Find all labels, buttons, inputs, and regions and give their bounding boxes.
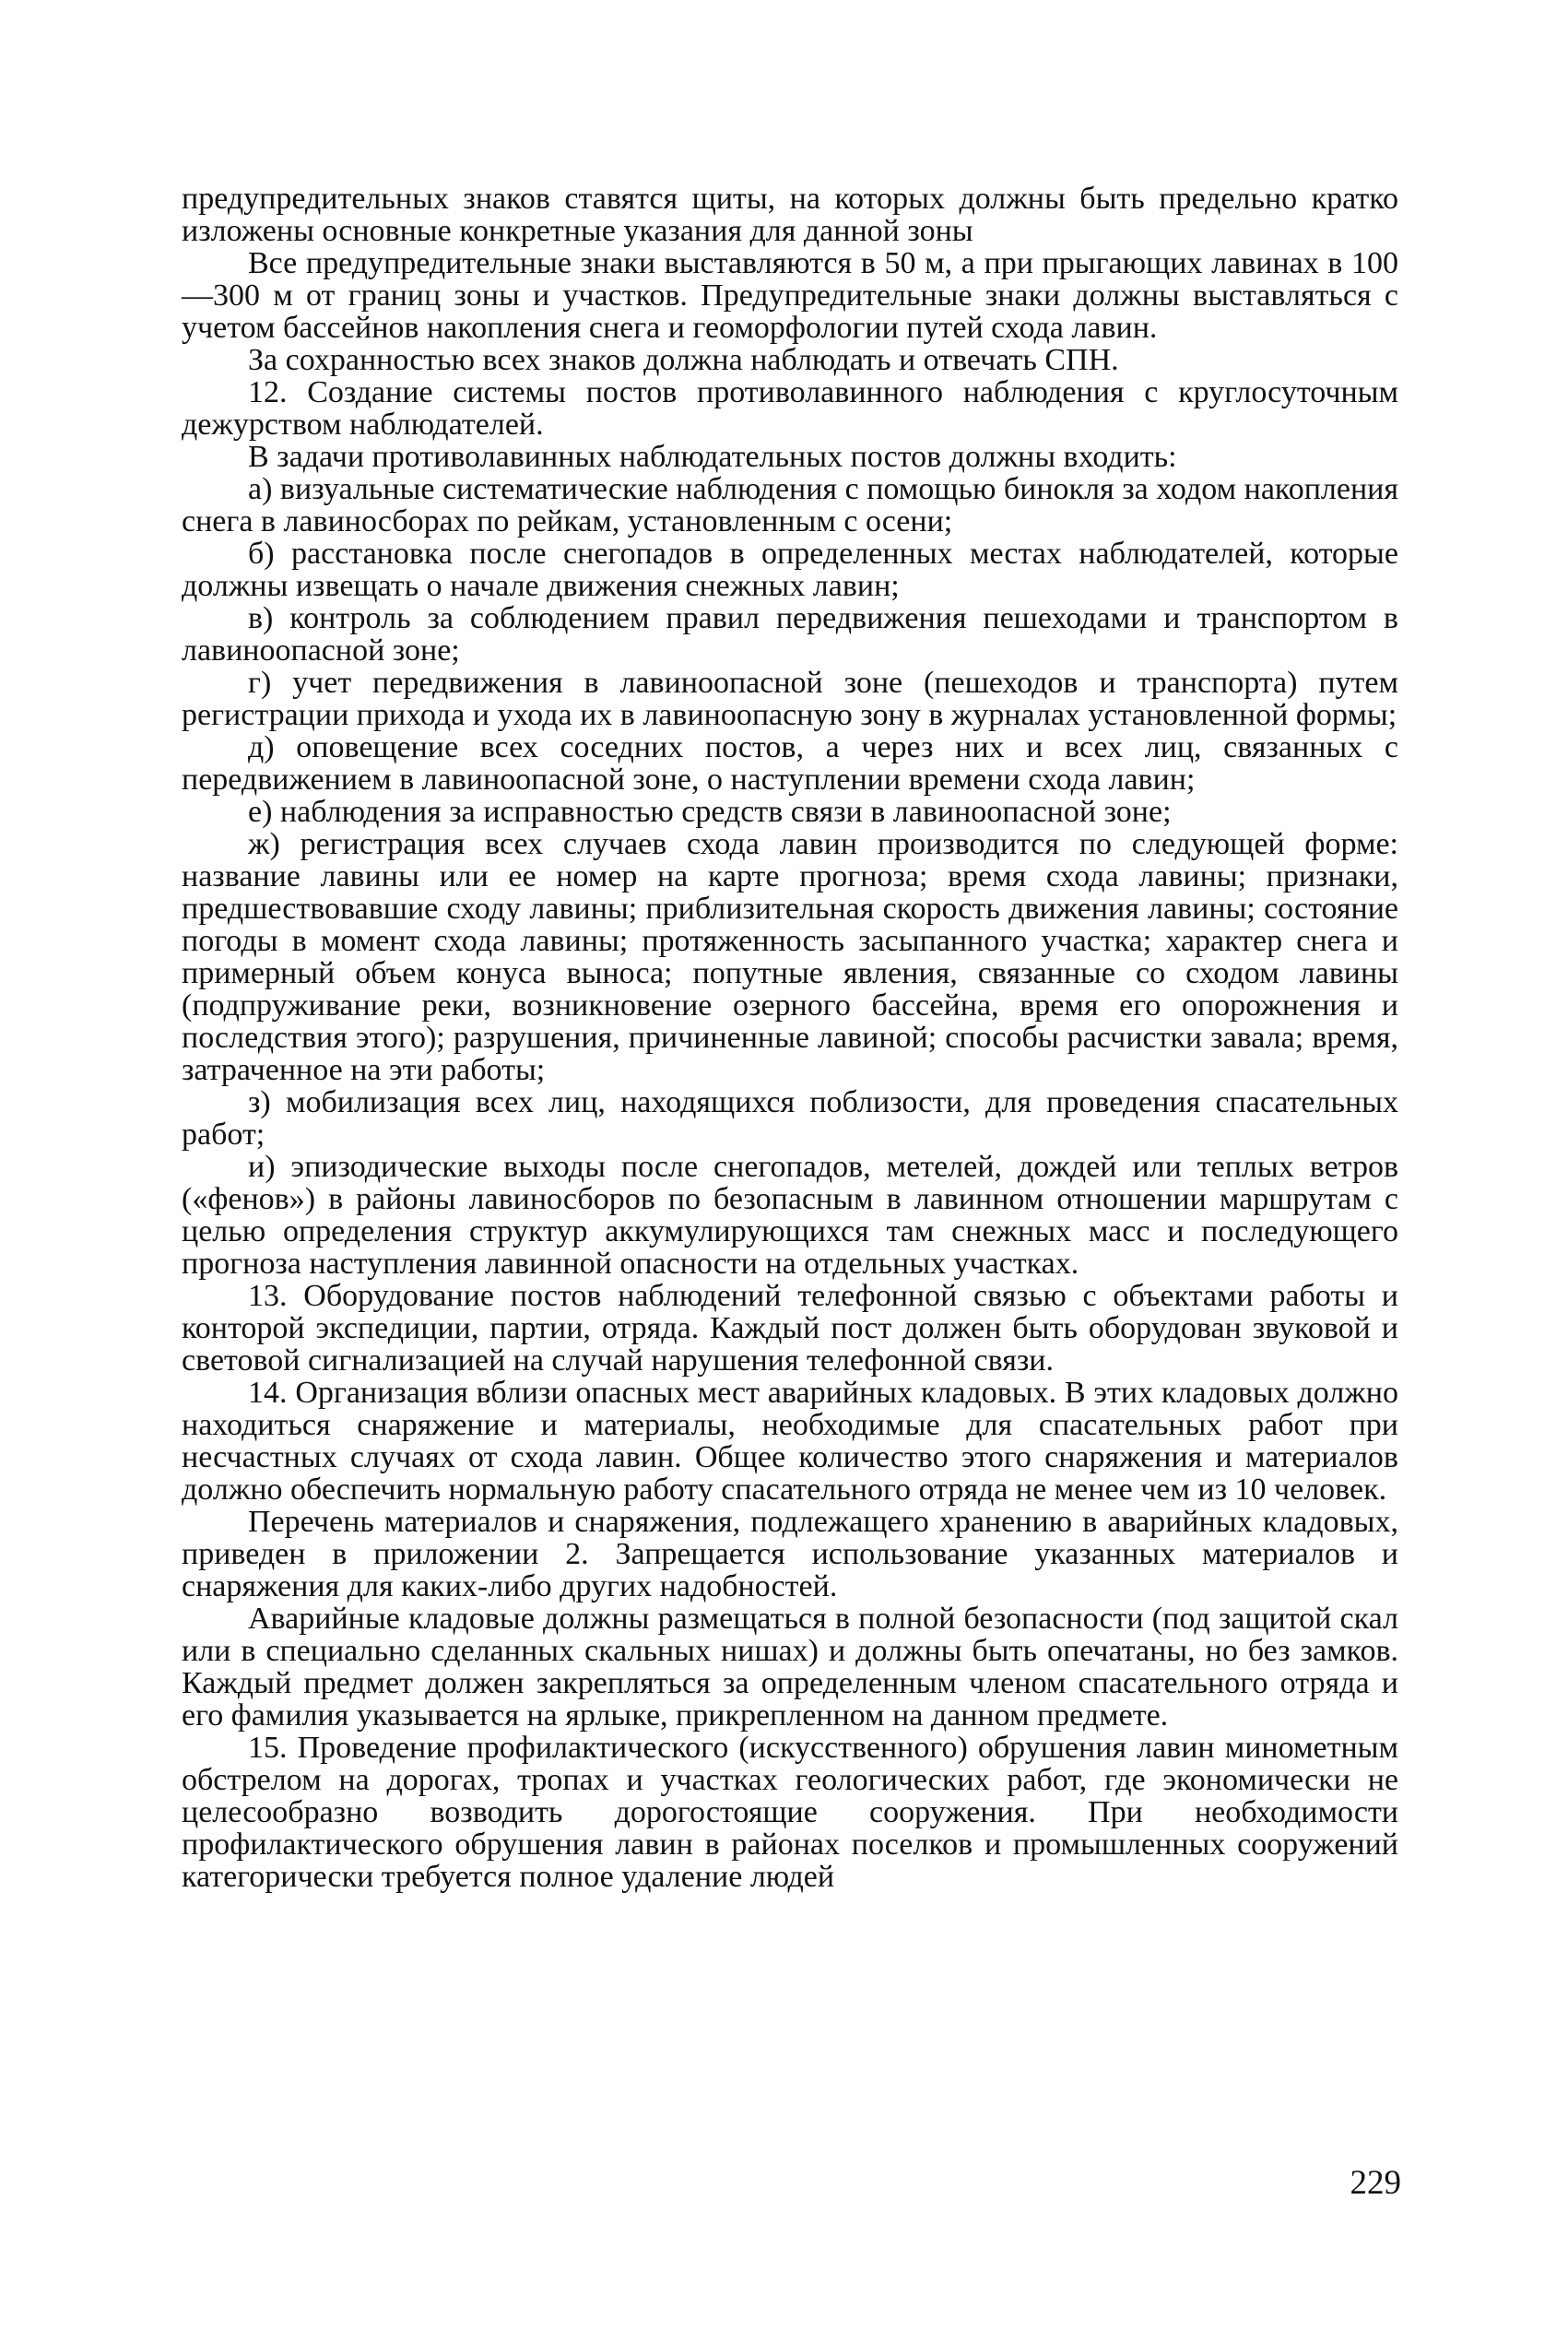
list-item-e: е) наблюдения за исправностью средств связи в лавиноопасной зоне; <box>248 795 1172 829</box>
page-body <box>182 183 1398 1893</box>
section-14-paragraph: 14. Организация вблизи опасных мест аварийных кладовых. В этих кладовых должно находиться снаряжение и материалы, необходимые для спасательных работ при несчастных случаях от схода лавин. Общее количество этого снаряжения и материалов должно обеспечить нормальную работу спасательного отряда не менее чем из 10 человек. <box>182 1376 1398 1507</box>
section-12-paragraph: 12. Создание системы постов противолавинного наблюдения с круглосуточным дежурством наблюдателей. <box>182 375 1398 442</box>
list-item-b: б) расстановка после снегопадов в определенных местах наблюдателей, которые должны извещать о начале движения снежных лавин; <box>182 537 1398 603</box>
paragraph: предупредительных знаков ставятся щиты, на которых должны быть предельно кратко изложены основные конкретные указания для данной зоны <box>182 182 1398 248</box>
section-15-paragraph: 15. Проведение профилактического (искусственного) обрушения лавин минометным обстрелом на дорогах, тропах и участках геологических работ, где экономически не целесообразно возводить дорогостоящие сооружения. При необходимости профилактического обрушения лавин в районах поселков и промышленных сооружений категорически требуется полное удаление людей <box>182 1731 1398 1894</box>
section-13-paragraph: 13. Оборудование постов наблюдений телефонной связью с объектами работы и конторой экспедиции, партии, отряда. Каждый пост должен быть оборудован звуковой и световой сигнализацией на случай нарушения телефонной связи. <box>182 1279 1398 1378</box>
list-item-zh: ж) регистрация всех случаев схода лавин производится по следующей форме: название лавины или ее номер на карте прогноза; время схода лавины; признаки, предшествовавшие сходу лавины; приблизительная скорость движения лавины; состояние погоды в момент схода лавины; протяженность засыпанного участка; характер снега и примерный объем конуса выноса; попутные явления, связанные со сходом лавины (подпруживание реки, возникновение озерного бассейна, время его опорожнения и последствия этого); разрушения, причиненные лавиной; способы расчистки завала; время, затраченное на эти работы; <box>182 827 1398 1087</box>
list-item-i: и) эпизодические выходы после снегопадов, метелей, дождей или теплых ветров («фенов») в районы лавиносборов по безопасным в лавинном отношении маршрутам с целью определения структур аккумулирующихся там снежных масс и последующего прогноза наступления лавинной опасности на отдельных участках. <box>182 1150 1398 1281</box>
list-item-z: з) мобилизация всех лиц, находящихся поблизости, для проведения спасательных работ; <box>182 1085 1398 1152</box>
list-item-d: д) оповещение всех соседних постов, а через них и всех лиц, связанных с передвижением в лавиноопасной зоне, о наступлении времени схода лавин; <box>182 730 1398 797</box>
list-item-a: а) визуальные систематические наблюдения с помощью бинокля за ходом накопления снега в лавиносборах по рейкам, установленным с осени; <box>182 472 1398 538</box>
page-number: 229 <box>1350 2164 1401 2202</box>
paragraph: В задачи противолавинных наблюдательных постов должны входить: <box>248 440 1177 474</box>
paragraph: Все предупредительные знаки выставляются в 50 м, а при прыгающих лавинах в 100—300 м от границ зоны и участков. Предупредительные знаки должны выставляться с учетом бассейнов накопления снега и геоморфологии путей схода лавин. <box>182 246 1398 345</box>
paragraph: Аварийные кладовые должны размещаться в полной безопасности (под защитой скал или в специально сделанных скальных нишах) и должны быть опечатаны, но без замков. Каждый предмет должен закрепляться за определенным членом спасательного отряда и его фамилия указывается на ярлыке, прикрепленном на данном предмете. <box>182 1602 1398 1733</box>
list-item-v: в) контроль за соблюдением правил передвижения пешеходами и транспортом в лавиноопасной зоне; <box>182 601 1398 668</box>
list-item-g: г) учет передвижения в лавиноопасной зоне (пешеходов и транспорта) путем регистрации прихода и ухода их в лавиноопасную зону в журналах установленной формы; <box>182 666 1398 732</box>
paragraph: За сохранностью всех знаков должна наблюдать и отвечать СПН. <box>248 343 1119 377</box>
paragraph: Перечень материалов и снаряжения, подлежащего хранению в аварийных кладовых, приведен в приложении 2. Запрещается использование указанных материалов и снаряжения для каких-либо других надобностей. <box>182 1505 1398 1603</box>
